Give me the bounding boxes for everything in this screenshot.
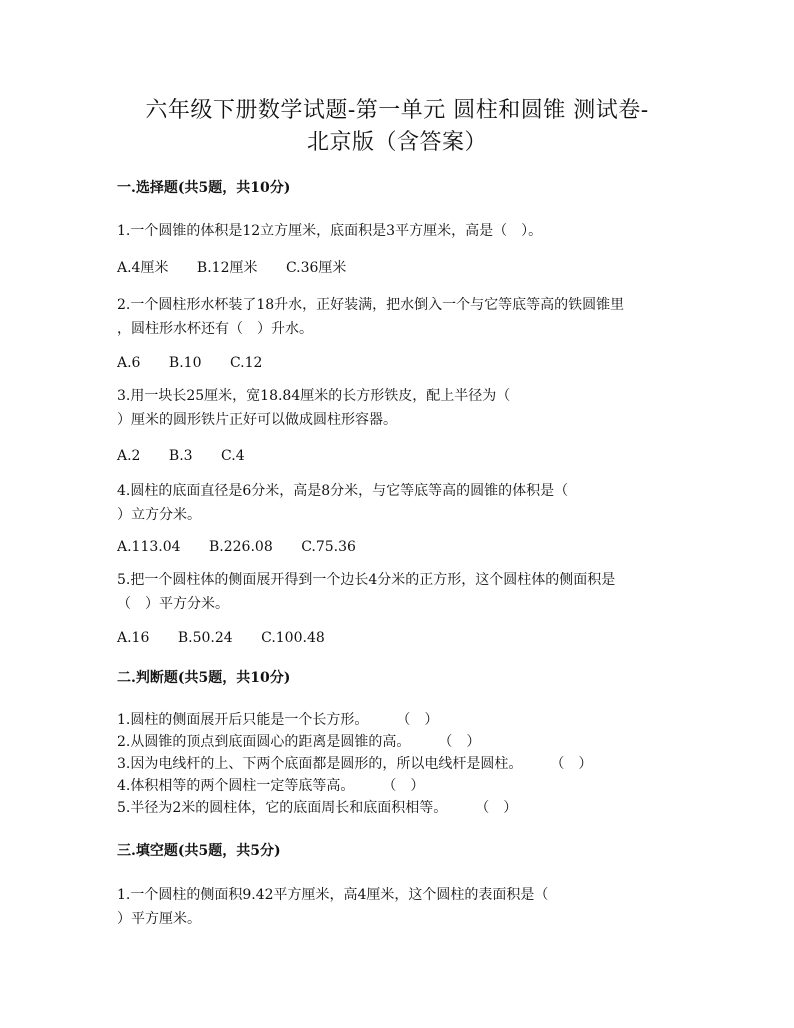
question-text-line-1: 1.一个圆柱的侧面积9.42平方厘米，高4厘米，这个圆柱的表面积是（	[117, 887, 549, 903]
option-a: A.16	[117, 630, 150, 646]
page-title-line-2: 北京版（含答案）	[306, 130, 487, 155]
question-text: 1.一个圆锥的体积是12立方厘米，底面积是3平方厘米，高是（ ）。	[117, 223, 543, 239]
section-heading-fill-in: 三.填空题(共5题，共5分)	[117, 843, 281, 859]
fill-in-question-1	[117, 883, 697, 931]
option-c: C.75.36	[301, 539, 356, 555]
answer-parentheses: （ ）	[396, 712, 439, 728]
true-false-item-2	[117, 731, 480, 753]
answer-parentheses: （ ）	[550, 756, 593, 772]
answer-parentheses: （ ）	[382, 778, 425, 794]
true-false-item-5	[117, 797, 517, 819]
option-c: C.36厘米	[285, 260, 347, 276]
question-text-line-2: ）平方厘米。	[117, 911, 201, 927]
question-text-line-1: 2.一个圆柱形水杯装了18升水，正好装满，把水倒入一个与它等底等高的铁圆锥里	[117, 297, 625, 313]
answer-parentheses: （ ）	[475, 800, 518, 816]
option-a: A.4厘米	[117, 260, 169, 276]
question-text-line-2: ，圆柱形水杯还有（ ）升水。	[117, 321, 313, 337]
option-b: B.50.24	[177, 630, 233, 646]
question-text-line-1: 3.用一块长25厘米，宽18.84厘米的长方形铁皮，配上半径为（	[117, 388, 511, 404]
question-text-line-1: 5.把一个圆柱体的侧面展开得到一个边长4分米的正方形，这个圆柱体的侧面积是	[117, 572, 616, 588]
answer-parentheses: （ ）	[438, 734, 481, 750]
choice-options-5	[117, 628, 325, 648]
choice-question-5	[117, 568, 697, 616]
page-title-line-1: 六年级下册数学试题-第一单元 圆柱和圆锥 测试卷-	[145, 98, 649, 123]
statement-text: 3.因为电线杆的上、下两个底面都是圆形的，所以电线杆是圆柱。	[117, 756, 523, 772]
question-text-line-2: （ ）平方分米。	[117, 596, 229, 612]
option-b: B.10	[168, 355, 202, 371]
question-text-line-2: ）厘米的圆形铁片正好可以做成圆柱形容器。	[117, 412, 397, 428]
section-heading-choice: 一.选择题(共5题，共10分)	[117, 180, 291, 196]
option-b: B.226.08	[209, 539, 273, 555]
option-b: B.3	[168, 448, 193, 464]
option-b: B.12厘米	[196, 260, 258, 276]
statement-text: 1.圆柱的侧面展开后只能是一个长方形。	[117, 712, 369, 728]
option-c: C.4	[221, 448, 245, 464]
option-c: C.100.48	[261, 630, 325, 646]
true-false-item-3	[117, 753, 592, 775]
statement-text: 5.半径为2米的圆柱体，它的底面周长和底面积相等。	[117, 800, 448, 816]
option-a: A.6	[117, 355, 141, 371]
option-a: A.113.04	[117, 539, 181, 555]
statement-text: 4.体积相等的两个圆柱一定等底等高。	[117, 778, 355, 794]
choice-question-4	[117, 479, 697, 527]
question-text-line-1: 4.圆柱的底面直径是6分米，高是8分米，与它等底等高的圆锥的体积是（	[117, 483, 569, 499]
statement-text: 2.从圆锥的顶点到底面圆心的距离是圆锥的高。	[117, 734, 411, 750]
true-false-item-4	[117, 775, 424, 797]
option-a: A.2	[117, 448, 141, 464]
choice-question-2	[117, 293, 697, 341]
choice-question-3	[117, 384, 697, 432]
true-false-item-1	[117, 709, 438, 731]
choice-question-1	[117, 219, 697, 243]
section-heading-true-false: 二.判断题(共5题，共10分)	[117, 670, 291, 686]
choice-options-1	[117, 258, 346, 278]
question-text-line-2: ）立方分米。	[117, 507, 201, 523]
option-c: C.12	[229, 355, 263, 371]
choice-options-2	[117, 353, 262, 373]
choice-options-4	[117, 537, 356, 557]
choice-options-3	[117, 446, 245, 466]
